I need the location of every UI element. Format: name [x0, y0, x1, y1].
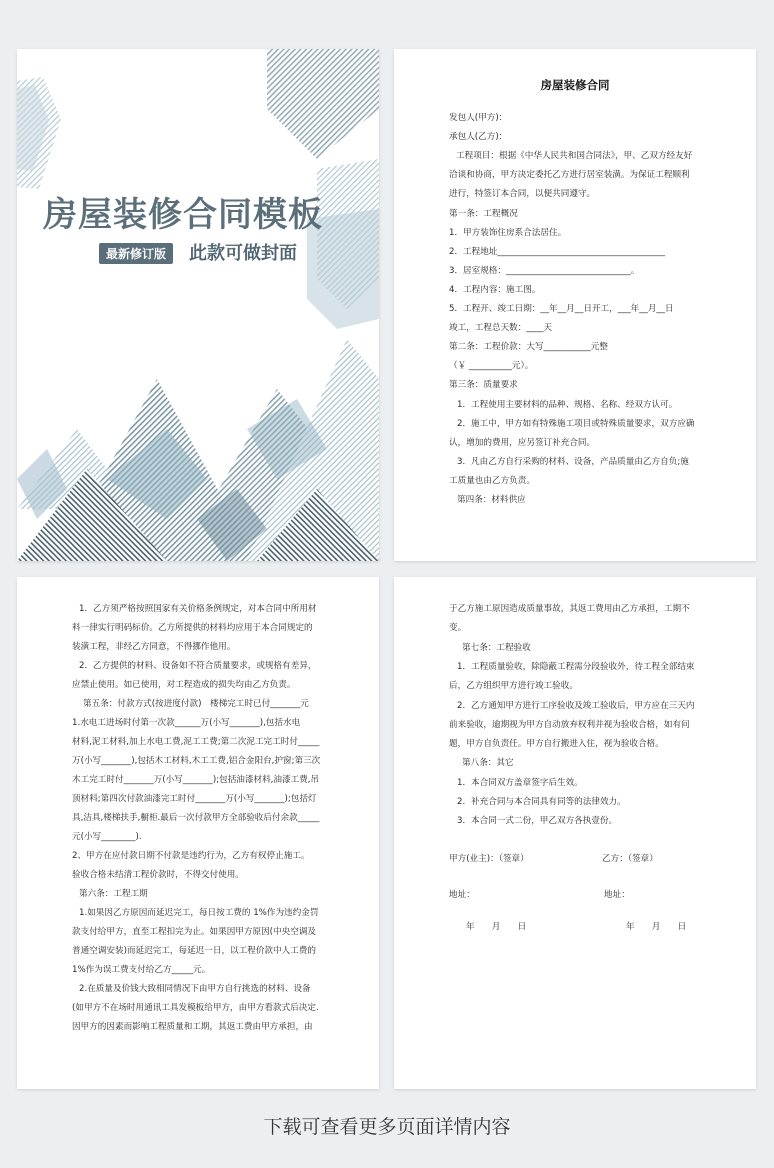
text-line: 2．施工中，甲方如有特殊施工项目或特殊质量要求，双方应确	[457, 418, 695, 429]
text-line: 3．凡由乙方自行采购的材料、设备，产品质量由乙方自负;施	[457, 456, 689, 467]
text-line: 第三条：质量要求	[449, 380, 518, 391]
text-line: 第二条：工程价款：大写___________元整	[449, 342, 608, 353]
text-line: 发包人(甲方)：	[449, 113, 508, 123]
text-line: 1.如果因乙方原因而延迟完工，每日按工费的 1%作为违约金罚	[79, 908, 319, 918]
text-line: 第六条：工程工期	[79, 889, 148, 899]
text-line: 竣工，工程总天数：____天	[449, 323, 553, 334]
text-line: 第一条：工程概况	[449, 208, 518, 219]
text-line: 具,洁具,楼梯扶手,橱柜.最后一次付款甲方全部验收后付余款_____	[72, 813, 320, 823]
contract-page-3	[394, 577, 756, 1089]
text-line: 于乙方施工原因造成质量事故，其返工费用由乙方承担，工期不	[449, 604, 690, 614]
party-a-signature: 甲方(业主)：（签章）	[449, 854, 529, 864]
text-line: 进行，特签订本合同，以便共同遵守。	[449, 189, 596, 200]
text-line: 1．乙方须严格按照国家有关价格条例规定，对本合同中所用材	[79, 604, 317, 614]
text-line: 万(小写_______),包括木工材料,木工工费,铝合金阳台,护窗;第三次	[72, 756, 321, 766]
contract-title: 房屋装修合同	[540, 78, 610, 92]
text-line: 2、甲方在应付款日期不付款是违约行为，乙方有权停止施工。	[72, 851, 310, 861]
text-line: 前来验收，逾期视为甲方自动放弃权利并视为验收合格，如有问	[449, 719, 690, 730]
text-line: 洽谈和协商，甲方决定委托乙方进行居室装潢。为保证工程顺利	[449, 170, 690, 181]
text-line: 4．工程内容：施工图。	[449, 284, 541, 295]
text-line: 5．工程开、竣工日期：__年__月__日开工，___年__月__日	[449, 304, 674, 314]
text-line: 材料,泥工材料,加上水电工费,泥工工费;第二次泥工完工时付_____	[72, 737, 320, 747]
party-b-address: 地址：	[604, 890, 630, 900]
party-a-address: 地址：	[449, 890, 475, 900]
text-line: 款支付给甲方，直至工程扣完为止。如果因甲方原因(中央空调及	[72, 927, 316, 937]
text-line: 第八条：其它	[462, 758, 514, 769]
text-line: 1．本合同双方盖章签字后生效。	[457, 777, 583, 788]
cover-title: 房屋装修合同模板	[43, 195, 323, 235]
text-line: 第四条：材料供应	[457, 495, 526, 505]
text-line: 1．工程使用主要材料的品种、规格、名称、经双方认可。	[457, 399, 678, 410]
text-line: 题，甲方自负责任。甲方自行搬进入住，视为验收合格。	[449, 739, 664, 750]
text-line: 3．本合同一式二份，甲乙双方各执壹份。	[457, 816, 618, 827]
text-line: 2．补充合同与本合同具有同等的法律效力。	[457, 797, 626, 807]
text-line: 1.水电工进场时付第一次款______万(小写_______),包括水电	[72, 718, 301, 728]
text-line: 3．居室规格：_____________________________。	[449, 265, 640, 276]
contract-page-1	[394, 49, 756, 561]
text-line: (如甲方不在场时用通讯工具发模板给甲方，由甲方看款式后决定.	[72, 1003, 319, 1013]
text-line: 变。	[449, 623, 467, 634]
cover-geometric-art	[17, 49, 379, 561]
party-b-date: 年 月 日	[626, 922, 687, 932]
cover-badge: 最新修订版	[99, 243, 173, 264]
text-line: 认，增加的费用，应另签订补充合同。	[449, 437, 596, 448]
text-line: 2．乙方提供的材料、设备如不符合质量要求，或规格有差异，	[79, 661, 317, 671]
text-line: 普通空调安装)而延迟完工，每延迟一日，以工程价款中人工费的	[72, 946, 316, 956]
contract-page-2	[17, 577, 379, 1089]
text-line: 1%作为误工费支付给乙方_____元。	[72, 965, 211, 975]
text-line: 工程项目：根据《中华人民共和国合同法》，甲、乙双方经友好	[456, 151, 693, 162]
text-line: 2．工程地址_______________________________________	[449, 246, 666, 257]
text-line: 因甲方的因素而影响工程质量和工期，其返工费由甲方承担，由	[72, 1022, 313, 1032]
text-line: 1．工程质量验收，除隐蔽工程需分段验收外，待工程全部结束	[457, 661, 695, 672]
text-line: 第五条：付款方式(按进度付款) 楼梯完工时已付_______元	[83, 699, 309, 709]
text-line: 工质量也由乙方负责。	[449, 475, 535, 486]
text-line: 第七条：工程验收	[462, 642, 531, 653]
party-a-date: 年 月 日	[466, 922, 527, 932]
text-line: 2．乙方通知甲方进行工序验收及竣工验收后，甲方应在三天内	[457, 700, 695, 711]
cover-subtitle: 此款可做封面	[189, 243, 297, 264]
text-line: 顶材料;第四次付款油漆完工时付_______万(小写_______);包括灯	[72, 794, 317, 804]
text-line: 2.在质量及价钱大致相同情况下由甲方自行挑选的材料、设备	[79, 984, 311, 994]
text-line: 应禁止使用。如已使用，对工程造成的损失均由乙方负责。	[72, 680, 296, 690]
cover-page	[17, 49, 379, 561]
text-line: 装潢工程，非经乙方同意，不得挪作他用。	[72, 642, 236, 652]
text-line: （￥ __________元）。	[449, 361, 534, 372]
party-b-signature: 乙方：（签章）	[602, 854, 658, 864]
text-line: 后，乙方组织甲方进行竣工验收。	[449, 681, 578, 692]
text-line: 木工完工时付_______万(小写_______);包括油漆材料,油漆工费,吊	[72, 775, 320, 785]
text-line: 1．甲方装饰住房系合法居住。	[449, 227, 567, 238]
text-line: 元(小写________).	[72, 832, 142, 842]
text-line: 料一律实行明码标价。乙方所提供的材料均应用于本合同规定的	[72, 623, 313, 633]
text-line: 承包人(乙方)：	[449, 132, 508, 143]
footer-caption: 下载可查看更多页面详情内容	[263, 1116, 511, 1138]
text-line: 验收合格未结清工程价款时，不得交付使用。	[72, 870, 244, 880]
